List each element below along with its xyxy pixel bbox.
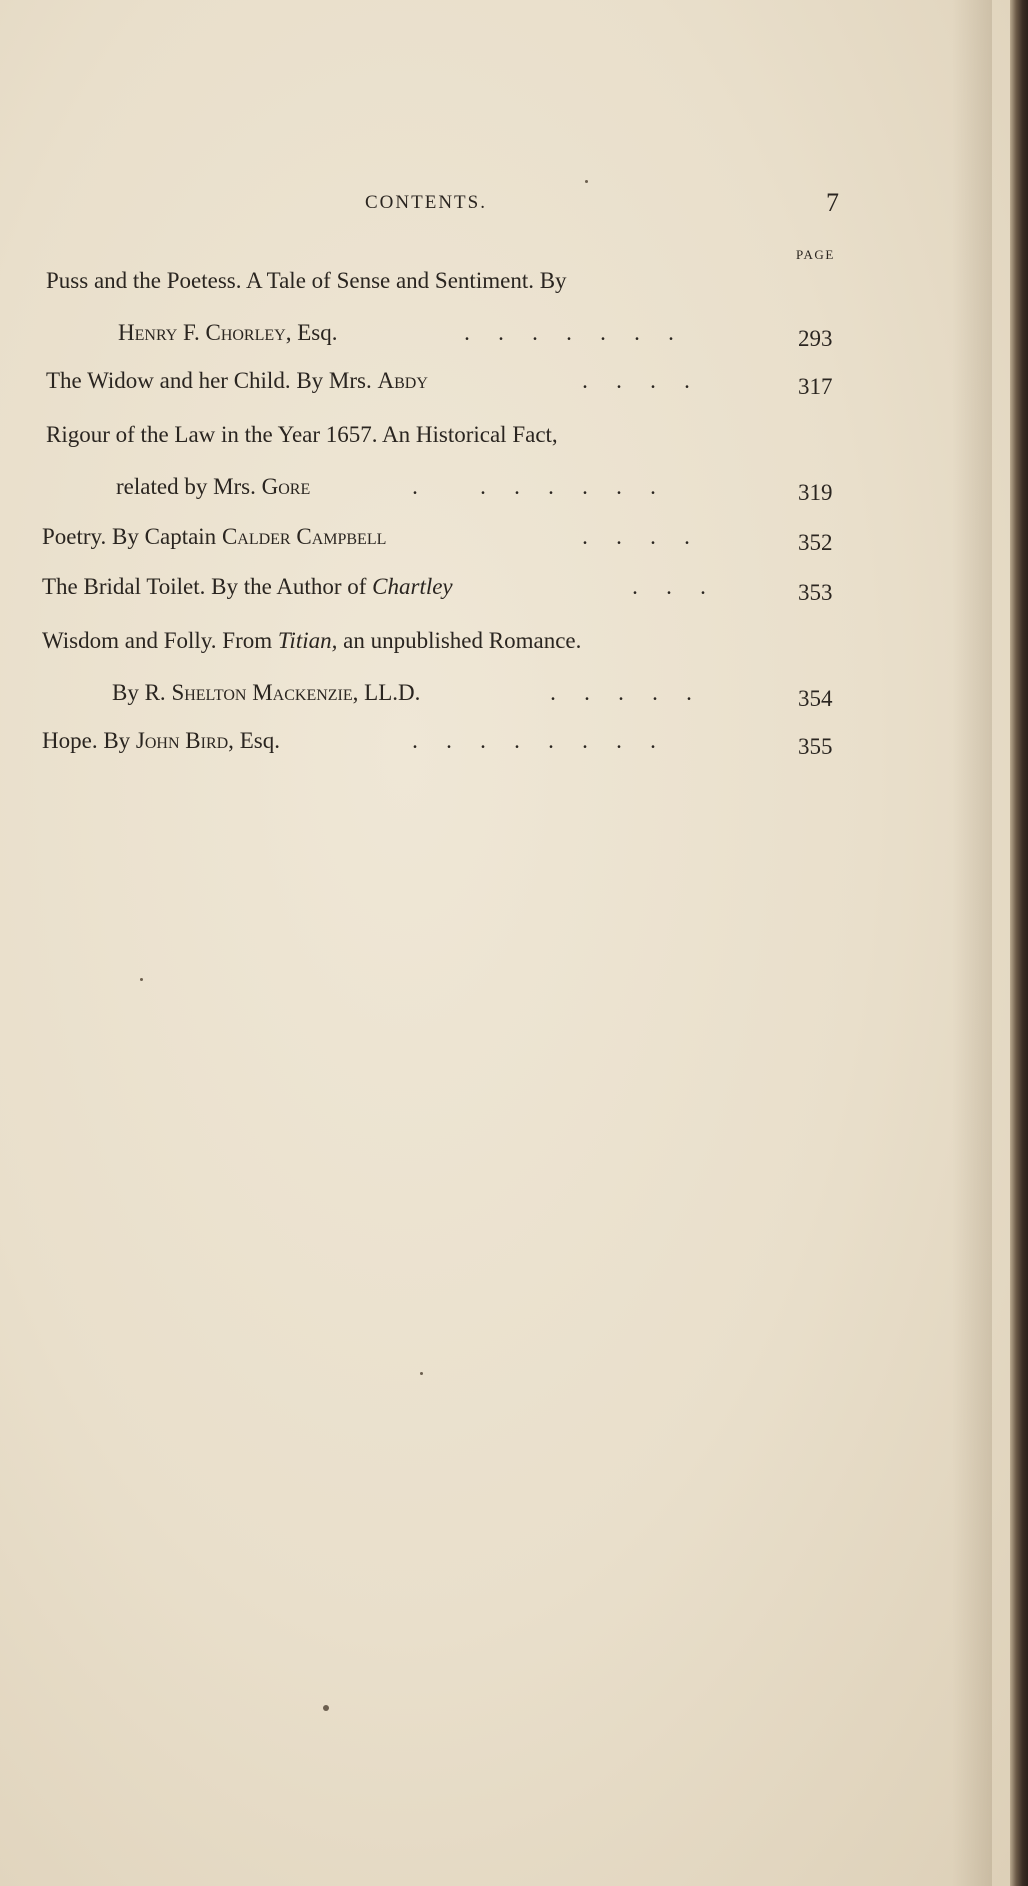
toc-entry-line: [0, 574, 850, 614]
entry-page-number: 319: [798, 480, 833, 505]
gutter-shadow: [952, 0, 992, 1886]
running-head-page-number: 7: [826, 188, 839, 217]
leader-dots: . . . .: [582, 368, 690, 393]
entry-author: By R. Shelton Mackenzie, LL.D.: [112, 680, 421, 705]
paper-speck: [140, 978, 143, 981]
toc-entry-line: [0, 368, 850, 408]
entry-title: Rigour of the Law in the Year 1657. An Historical Fact,: [46, 422, 558, 447]
leader-dots: . . .: [632, 574, 706, 599]
toc-entry-line: [0, 628, 850, 668]
entry-author: Henry F. Chorley, Esq.: [118, 320, 338, 345]
toc-entry-line: [0, 268, 850, 308]
entry-title: The Bridal Toilet. By the Author of Chartley: [42, 574, 453, 599]
entry-title: Hope. By John Bird, Esq.: [42, 728, 280, 753]
toc-entry-line: [0, 680, 850, 720]
leader-dots: . . . . . . . .: [412, 728, 656, 753]
entry-title: The Widow and her Child. By Mrs. Abdy: [46, 368, 428, 393]
toc-entry-line: [0, 474, 850, 514]
entry-title: Wisdom and Folly. From Titian, an unpublished Romance.: [42, 628, 582, 653]
paper-speck: [323, 1705, 329, 1711]
toc-entry-line: [0, 422, 850, 462]
page-column-label: PAGE: [796, 247, 835, 262]
toc-entry-line: [0, 524, 850, 564]
entry-title: Poetry. By Captain Calder Campbell: [42, 524, 387, 549]
entry-page-number: 355: [798, 734, 833, 759]
leader-dots: . . . . . . .: [412, 474, 656, 499]
entry-page-number: 317: [798, 374, 833, 399]
running-head-title: CONTENTS.: [365, 192, 487, 213]
leader-dots: . . . . .: [550, 680, 692, 705]
leader-dots: . . . .: [582, 524, 690, 549]
paper-speck: [585, 180, 588, 183]
toc-entry-line: [0, 320, 850, 360]
entry-page-number: 293: [798, 326, 833, 351]
entry-title: Puss and the Poetess. A Tale of Sense and Sentiment. By: [46, 268, 567, 293]
entry-author: related by Mrs. Gore: [116, 474, 311, 499]
paper-speck: [420, 1372, 423, 1375]
toc-entry-line: [0, 728, 850, 768]
entry-page-number: 353: [798, 580, 833, 605]
entry-page-number: 354: [798, 686, 833, 711]
entry-page-number: 352: [798, 530, 833, 555]
book-spine-edge: [1010, 0, 1028, 1886]
leader-dots: . . . . . . .: [464, 320, 674, 345]
